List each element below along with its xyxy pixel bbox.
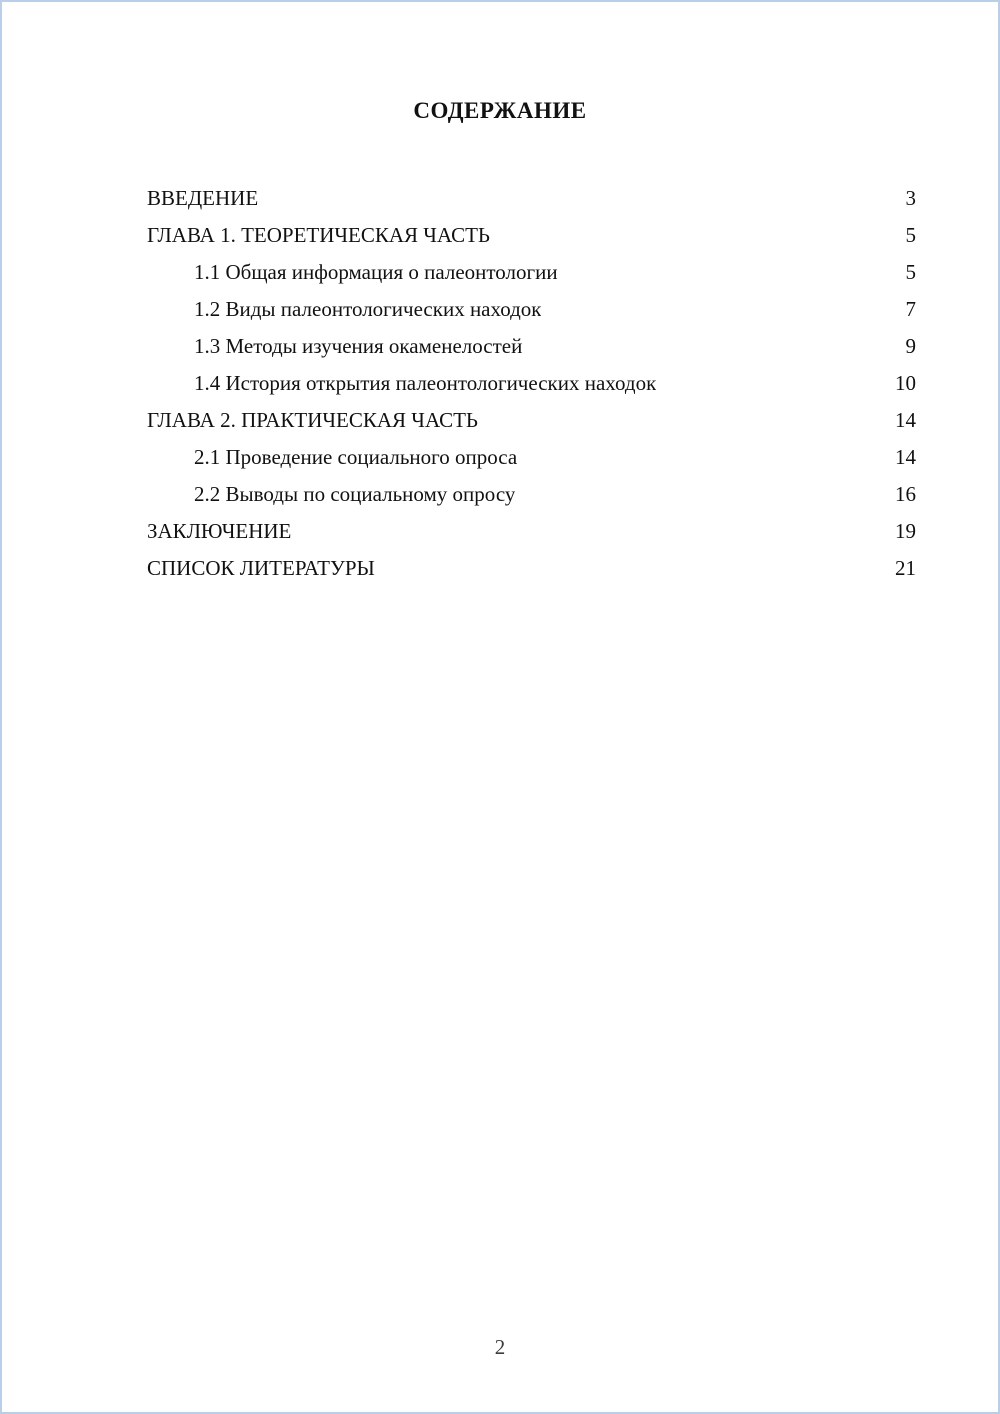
toc-entry-page: 16 xyxy=(895,482,916,506)
toc-entry-glava-1 xyxy=(147,217,916,254)
toc-entry-page: 7 xyxy=(905,297,916,321)
toc-entry-page: 14 xyxy=(895,408,916,432)
toc-entry-label: 2.1 Проведение социального опроса xyxy=(194,445,518,469)
toc-entry-glava-2 xyxy=(147,402,916,439)
toc-entry-label: 1.1 Общая информация о палеонтологии xyxy=(194,260,558,284)
toc-entry-label: 2.2 Выводы по социальному опросу xyxy=(194,482,516,506)
toc-entry-label: ГЛАВА 1. ТЕОРЕТИЧЕСКАЯ ЧАСТЬ xyxy=(147,223,490,247)
toc-entry-page: 10 xyxy=(895,371,916,395)
toc-entry-label: 1.2 Виды палеонтологических находок xyxy=(194,297,542,321)
toc-entry-zaklyuchenie xyxy=(147,513,916,550)
toc-entry-1-3 xyxy=(147,328,916,365)
toc-entry-1-2 xyxy=(147,291,916,328)
toc-entry-label: 1.4 История открытия палеонтологических находок xyxy=(194,371,657,395)
toc-entry-label: 1.3 Методы изучения окаменелостей xyxy=(194,334,523,358)
toc-entry-label: ЗАКЛЮЧЕНИЕ xyxy=(147,519,292,543)
toc-entry-page: 3 xyxy=(905,186,916,210)
toc-entry-label: ВВЕДЕНИЕ xyxy=(147,186,259,210)
toc-entry-page: 21 xyxy=(895,556,916,580)
toc-entry-label: СПИСОК ЛИТЕРАТУРЫ xyxy=(147,556,375,580)
toc-entry-2-1 xyxy=(147,439,916,476)
toc-entry-page: 5 xyxy=(905,223,916,247)
toc-entry-page: 14 xyxy=(895,445,916,469)
toc-entry-page: 9 xyxy=(905,334,916,358)
toc-entry-spisok-literatury xyxy=(147,550,916,587)
toc-entry-2-2 xyxy=(147,476,916,513)
toc-entry-1-4 xyxy=(147,365,916,402)
page-number: 2 xyxy=(494,1335,506,1359)
toc-entry-page: 5 xyxy=(905,260,916,284)
toc-entry-vvedenie xyxy=(147,180,916,217)
page-title: СОДЕРЖАНИЕ xyxy=(413,98,587,123)
toc-entry-label: ГЛАВА 2. ПРАКТИЧЕСКАЯ ЧАСТЬ xyxy=(147,408,478,432)
table-of-contents xyxy=(2,180,998,587)
toc-entry-1-1 xyxy=(147,254,916,291)
toc-entry-page: 19 xyxy=(895,519,916,543)
